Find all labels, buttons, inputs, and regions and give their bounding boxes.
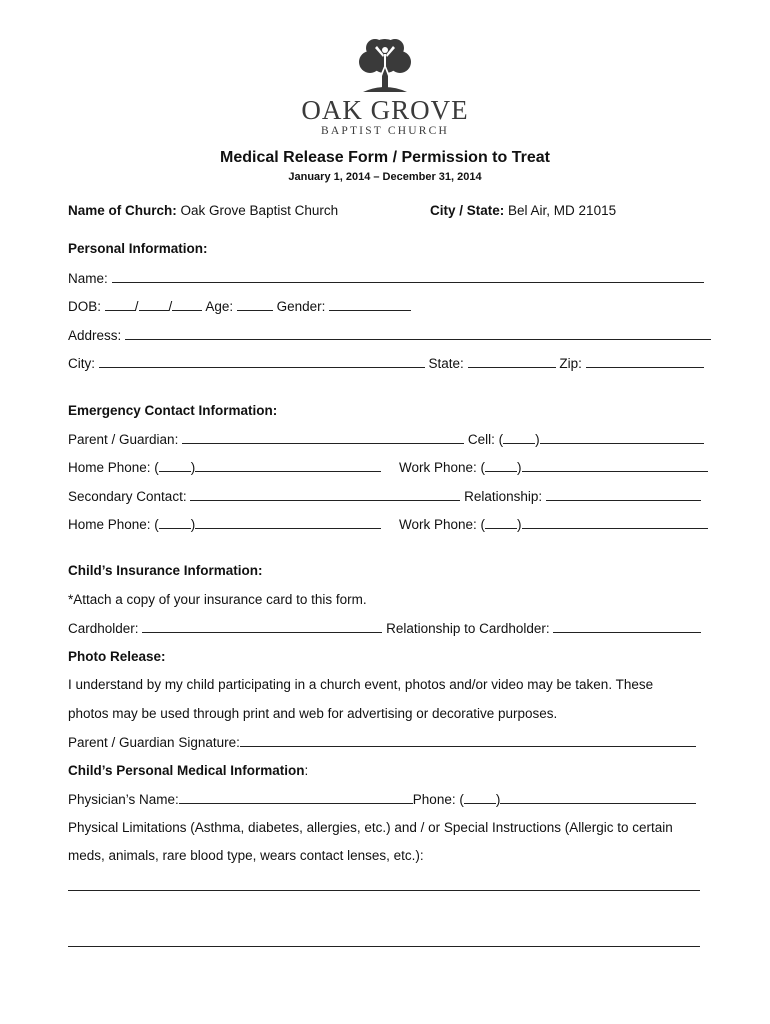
photo-release-text-1: I understand by my child participating in a church event, photos and/or video may be taken. These <box>68 677 654 692</box>
gender-field[interactable] <box>329 297 411 311</box>
emergency-heading: Emergency Contact Information: <box>68 403 278 418</box>
church-city-value: Bel Air, MD 21015 <box>508 203 617 218</box>
dob-label: DOB: <box>68 299 102 314</box>
church-city-row <box>430 202 616 220</box>
close-paren: ) <box>495 792 501 807</box>
limitations-answer-line-2[interactable] <box>68 946 700 947</box>
work-phone-number-field[interactable] <box>522 515 708 529</box>
zip-field[interactable] <box>586 354 704 368</box>
secondary-contact-row <box>68 487 701 506</box>
cardholder-field[interactable] <box>142 619 382 633</box>
home-phone-row-2 <box>68 515 381 534</box>
dob-slash: / <box>134 299 139 314</box>
state-field[interactable] <box>468 354 556 368</box>
dob-slash: / <box>168 299 173 314</box>
church-city-label: City / State: <box>430 203 505 218</box>
personal-heading: Personal Information: <box>68 241 208 256</box>
close-paren: ) <box>535 432 540 447</box>
relationship-field[interactable] <box>546 487 701 501</box>
work-phone-area-field[interactable] <box>485 515 517 529</box>
address-field[interactable] <box>125 326 711 340</box>
signature-label: Parent / Guardian Signature: <box>68 735 240 750</box>
limitations-text-1: Physical Limitations (Asthma, diabetes, allergies, etc.) and / or Special Instructions (Allergic to certain <box>68 820 673 835</box>
medical-heading: Child’s Personal Medical Information <box>68 763 305 778</box>
parent-guardian-label: Parent / Guardian: <box>68 432 179 447</box>
work-phone-number-field[interactable] <box>522 458 708 472</box>
home-phone-number-field[interactable] <box>195 515 381 529</box>
work-phone-label: Work Phone: ( <box>399 517 486 532</box>
church-row <box>68 202 338 220</box>
limitations-text-2: meds, animals, rare blood type, wears contact lenses, etc.): <box>68 848 424 863</box>
zip-label: Zip: <box>559 356 582 371</box>
form-dates: January 1, 2014 – December 31, 2014 <box>288 171 482 183</box>
address-row <box>68 326 711 345</box>
work-phone-row-1 <box>399 458 708 477</box>
physician-phone-number-field[interactable] <box>500 790 696 804</box>
age-field[interactable] <box>237 297 273 311</box>
dob-day-field[interactable] <box>139 297 169 311</box>
limitations-answer-line-1[interactable] <box>68 890 700 891</box>
photo-release-text-2: photos may be used through print and web for advertising or decorative purposes. <box>68 706 558 721</box>
cardholder-label: Cardholder: <box>68 621 139 636</box>
parent-guardian-field[interactable] <box>182 430 464 444</box>
parent-guardian-row <box>68 430 704 449</box>
signature-field[interactable] <box>240 733 696 747</box>
close-paren: ) <box>190 460 196 475</box>
signature-row <box>68 733 696 752</box>
relationship-to-cardholder-field[interactable] <box>553 619 701 633</box>
cell-area-code-field[interactable] <box>503 430 535 444</box>
photo-release-heading: Photo Release: <box>68 649 166 664</box>
close-paren: ) <box>517 460 522 475</box>
logo-name: OAK GROVE <box>301 95 469 125</box>
church-name-label: Name of Church: <box>68 203 177 218</box>
church-logo <box>0 36 770 138</box>
work-phone-row-2 <box>399 515 708 534</box>
home-phone-label: Home Phone: ( <box>68 460 159 475</box>
tree-with-figure-icon <box>355 36 415 94</box>
form-title: Medical Release Form / Permission to Treat <box>220 149 550 166</box>
logo-subtitle: BAPTIST CHURCH <box>320 125 450 137</box>
home-phone-label: Home Phone: ( <box>68 517 159 532</box>
close-paren: ) <box>517 517 522 532</box>
city-label: City: <box>68 356 95 371</box>
age-label: Age: <box>205 299 234 314</box>
physician-row <box>68 790 696 809</box>
physician-name-field[interactable] <box>179 790 413 804</box>
work-phone-area-field[interactable] <box>485 458 517 472</box>
dob-month-field[interactable] <box>105 297 135 311</box>
city-row <box>68 354 704 373</box>
insurance-note: *Attach a copy of your insurance card to this form. <box>68 592 367 607</box>
state-label: State: <box>428 356 464 371</box>
secondary-contact-field[interactable] <box>190 487 460 501</box>
relationship-to-cardholder-label: Relationship to Cardholder: <box>386 621 550 636</box>
close-paren: ) <box>190 517 196 532</box>
home-phone-row-1 <box>68 458 381 477</box>
home-phone-number-field[interactable] <box>195 458 381 472</box>
city-field[interactable] <box>99 354 425 368</box>
cell-label: Cell: ( <box>467 432 504 447</box>
name-label: Name: <box>68 271 108 286</box>
physician-name-label: Physician’s Name: <box>68 792 179 807</box>
physician-phone-label: Phone: ( <box>412 792 464 807</box>
name-row <box>68 269 704 288</box>
name-field[interactable] <box>112 269 704 283</box>
address-label: Address: <box>68 328 122 343</box>
insurance-heading: Child’s Insurance Information: <box>68 563 263 578</box>
church-name-value: Oak Grove Baptist Church <box>180 203 339 218</box>
cardholder-row <box>68 619 701 638</box>
cell-number-field[interactable] <box>540 430 704 444</box>
gender-label: Gender: <box>276 299 326 314</box>
physician-phone-area-field[interactable] <box>464 790 496 804</box>
dob-year-field[interactable] <box>172 297 202 311</box>
medical-heading-colon: : <box>304 763 309 778</box>
home-phone-area-field[interactable] <box>159 515 191 529</box>
relationship-label: Relationship: <box>464 489 543 504</box>
dob-row <box>68 297 411 316</box>
medical-heading-row <box>68 762 308 780</box>
secondary-contact-label: Secondary Contact: <box>68 489 187 504</box>
home-phone-area-field[interactable] <box>159 458 191 472</box>
work-phone-label: Work Phone: ( <box>399 460 486 475</box>
